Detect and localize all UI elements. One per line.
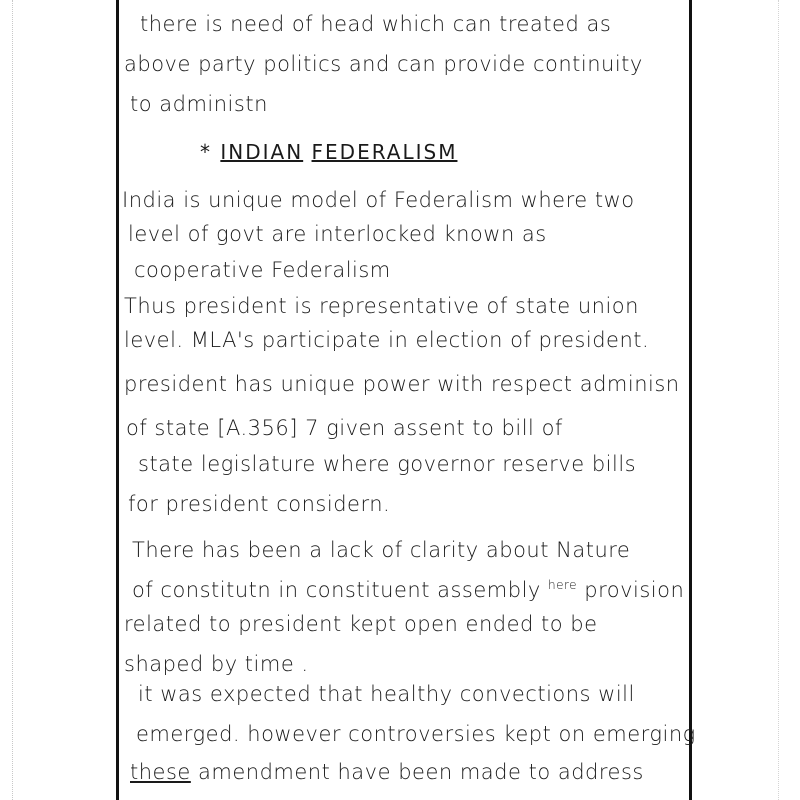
underlined-word: these (130, 760, 191, 784)
heading-word-indian: INDIAN (220, 140, 304, 164)
text-line: shaped by time . (124, 652, 309, 676)
text-line: above party politics and can provide continuity (124, 52, 643, 76)
text-fragment: of constitutn in constituent assembly (132, 578, 541, 602)
text-fragment: amendment have been made to address (198, 760, 644, 784)
page-border-right (689, 0, 692, 800)
text-fragment: provision (584, 578, 685, 602)
text-line: related to president kept open ended to be (124, 612, 598, 636)
scan-margin-left (12, 0, 15, 800)
text-line: it was expected that healthy convections will (138, 682, 635, 706)
text-line (130, 760, 644, 784)
section-heading (200, 140, 457, 164)
text-line: There has been a lack of clarity about Nature (132, 538, 631, 562)
text-line: to administn (130, 92, 268, 116)
page-border-left (116, 0, 119, 800)
text-line: president has unique power with respect adminisn (124, 372, 680, 396)
heading-bullet: * (200, 140, 212, 164)
scan-margin-right (778, 0, 781, 800)
text-line: for president considern. (128, 492, 391, 516)
text-line: of state [A.356] 7 given assent to bill of (126, 416, 563, 440)
text-line: cooperative Federalism (134, 258, 391, 282)
text-line: emerged. however controversies kept on emerging (136, 722, 696, 746)
text-line: state legislature where governor reserve bills (138, 452, 637, 476)
text-line (132, 578, 684, 602)
text-line: level. MLA's participate in election of president. (124, 328, 650, 352)
text-line: India is unique model of Federalism where two (122, 188, 635, 212)
insertion-mark: here (548, 578, 578, 592)
text-line: Thus president is representative of state union (124, 294, 639, 318)
text-line: there is need of head which can treated as (140, 12, 612, 36)
heading-word-federalism: FEDERALISM (311, 140, 458, 164)
text-line: level of govt are interlocked known as (128, 222, 547, 246)
